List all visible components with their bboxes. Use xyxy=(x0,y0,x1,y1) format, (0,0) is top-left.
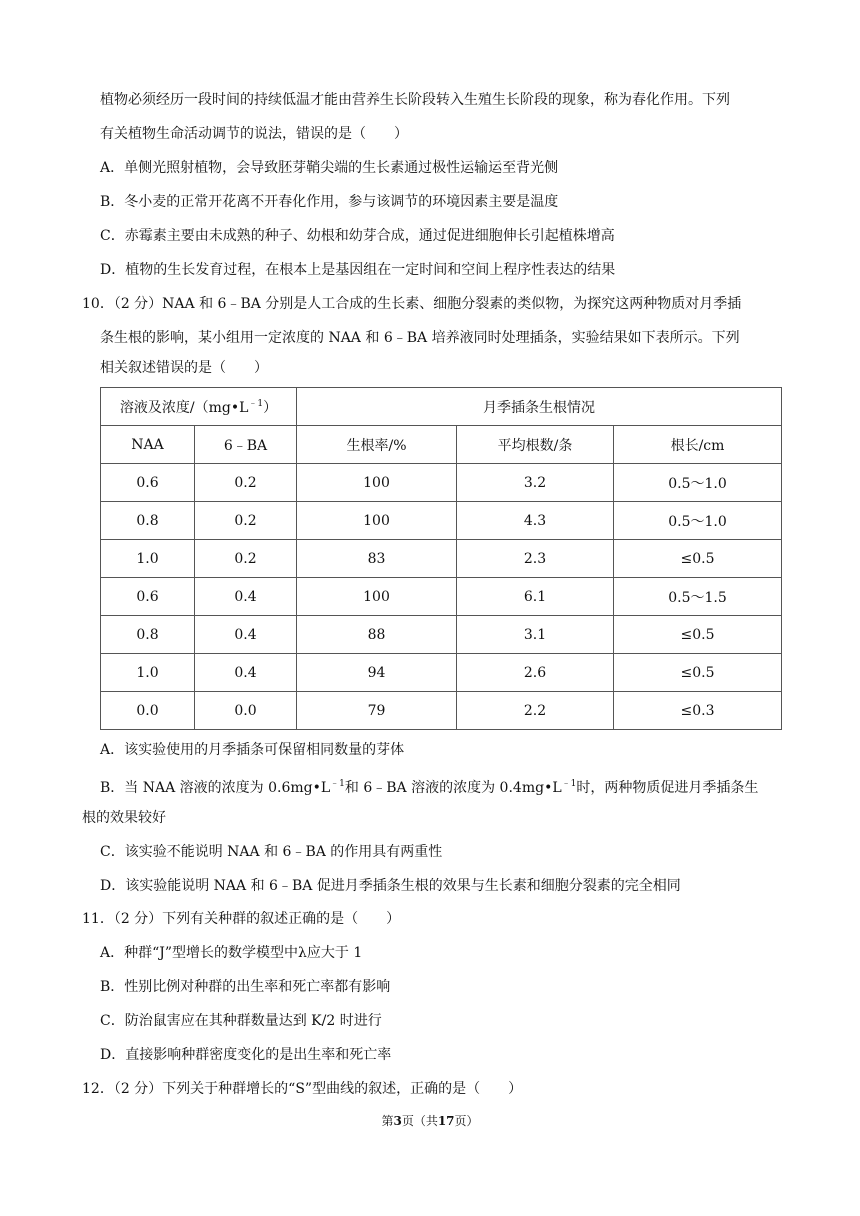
q10-option-b-continuation: 根的效果较好 xyxy=(82,810,166,826)
table-cell: 1.0 xyxy=(101,654,195,692)
table-group-header-row xyxy=(101,388,782,426)
column-header-6ba: 6﹣BA xyxy=(195,426,297,464)
column-header-root-length: 根长/cm xyxy=(614,426,782,464)
table-cell: 0.4 xyxy=(195,578,297,616)
table-cell: 3.1 xyxy=(457,616,614,654)
q9-stem-line-2: 有关植物生命活动调节的说法，错误的是（ ） xyxy=(100,126,408,142)
table-cell: ≤0.5 xyxy=(614,654,782,692)
table-row xyxy=(101,578,782,616)
column-header-avg-roots: 平均根数/条 xyxy=(457,426,614,464)
table-cell: 0.8 xyxy=(101,616,195,654)
q11-stem: 11．（2 分）下列有关种群的叙述正确的是（ ） xyxy=(82,911,401,927)
table-cell: 2.3 xyxy=(457,540,614,578)
table-cell: 0.6 xyxy=(101,578,195,616)
q11-option-d: D．直接影响种群密度变化的是出生率和死亡率 xyxy=(100,1047,392,1063)
table-row xyxy=(101,502,782,540)
q11-option-c: C．防治鼠害应在其种群数量达到 K/2 时进行 xyxy=(100,1013,382,1029)
q10-option-c: C．该实验不能说明 NAA 和 6﹣BA 的作用具有两重性 xyxy=(100,844,443,860)
q9-option-b: B．冬小麦的正常开花离不开春化作用，参与该调节的环境因素主要是温度 xyxy=(100,194,559,210)
page-number: 3 xyxy=(393,1114,402,1128)
table-cell: 88 xyxy=(297,616,457,654)
table-cell: 0.2 xyxy=(195,502,297,540)
q9-option-a: A．单侧光照射植物，会导致胚芽鞘尖端的生长素通过极性运输运至背光侧 xyxy=(100,160,559,176)
q11-option-b: B．性别比例对种群的出生率和死亡率都有影响 xyxy=(100,979,391,995)
table-cell: ≤0.5 xyxy=(614,540,782,578)
table-cell: 0.5～1.0 xyxy=(614,502,782,540)
q10-option-a: A．该实验使用的月季插条可保留相同数量的芽体 xyxy=(100,742,405,758)
table-row xyxy=(101,654,782,692)
table-row xyxy=(101,692,782,730)
q10-stem-line-3: 相关叙述错误的是（ ） xyxy=(100,360,268,376)
q9-stem-line-1: 植物必须经历一段时间的持续低温才能由营养生长阶段转入生殖生长阶段的现象，称为春化作用。下列 xyxy=(100,92,730,108)
table-cell: 100 xyxy=(297,578,457,616)
table-cell: ≤0.5 xyxy=(614,616,782,654)
table-cell: 3.2 xyxy=(457,464,614,502)
table-cell: 100 xyxy=(297,464,457,502)
header-solution-concentration: 溶液及浓度$/(mg•L^{﹣1})$ xyxy=(101,388,297,426)
page-footer: 第3页（共17页） xyxy=(381,1114,479,1128)
table-cell: 0.6 xyxy=(101,464,195,502)
table-cell: 0.0 xyxy=(195,692,297,730)
table-cell: 6.1 xyxy=(457,578,614,616)
table-row xyxy=(101,540,782,578)
table-column-header-row xyxy=(101,426,782,464)
q10-option-d: D．该实验能说明 NAA 和 6﹣BA 促进月季插条生根的效果与生长素和细胞分裂素的完全相同 xyxy=(100,878,681,894)
table-cell: 79 xyxy=(297,692,457,730)
table-row xyxy=(101,616,782,654)
table-cell: 0.2 xyxy=(195,540,297,578)
table-cell: 2.2 xyxy=(457,692,614,730)
q10-stem-line-2: 条生根的影响，某小组用一定浓度的 NAA 和 6﹣BA 培养液同时处理插条，实验结果如下表所示。下列 xyxy=(100,330,740,346)
table-cell: 1.0 xyxy=(101,540,195,578)
table-cell: 0.4 xyxy=(195,616,297,654)
column-header-naa: NAA xyxy=(101,426,195,464)
q10-option-b: B．当 NAA 溶液的浓度为 $0.6mg•L^{﹣1}$和 6﹣BA 溶液的浓度为 $0.4mg•L^{﹣1}$时，两种物质促进月季插条生 xyxy=(100,779,759,796)
table-cell: 2.6 xyxy=(457,654,614,692)
table-cell: 0.2 xyxy=(195,464,297,502)
table-cell: 83 xyxy=(297,540,457,578)
q10-stem-line-1: 10．（2 分）NAA 和 6﹣BA 分别是人工合成的生长素、细胞分裂素的类似物，为探究这两种物质对月季插 xyxy=(82,296,742,312)
table-cell: 94 xyxy=(297,654,457,692)
page-total: 17 xyxy=(437,1114,455,1128)
table-cell: 0.4 xyxy=(195,654,297,692)
table-cell: 0.8 xyxy=(101,502,195,540)
table-cell: 4.3 xyxy=(457,502,614,540)
table-cell: 0.0 xyxy=(101,692,195,730)
table-row xyxy=(101,464,782,502)
table-cell: 0.5～1.0 xyxy=(614,464,782,502)
q9-option-d: D．植物的生长发育过程，在根本上是基因组在一定时间和空间上程序性表达的结果 xyxy=(100,262,616,278)
table-cell: ≤0.3 xyxy=(614,692,782,730)
table-cell: 0.5～1.5 xyxy=(614,578,782,616)
q9-option-c: C．赤霉素主要由未成熟的种子、幼根和幼芽合成，通过促进细胞伸长引起植株增高 xyxy=(100,228,615,244)
table-cell: 100 xyxy=(297,502,457,540)
q12-stem: 12．（2 分）下列关于种群增长的“S”型曲线的叙述，正确的是（ ） xyxy=(82,1081,523,1097)
header-rooting-status: 月季插条生根情况 xyxy=(297,388,782,426)
q11-option-a: A．种群“J”型增长的数学模型中λ应大于 1 xyxy=(100,945,363,961)
column-header-rooting-rate: 生根率/% xyxy=(297,426,457,464)
results-table xyxy=(100,387,782,730)
